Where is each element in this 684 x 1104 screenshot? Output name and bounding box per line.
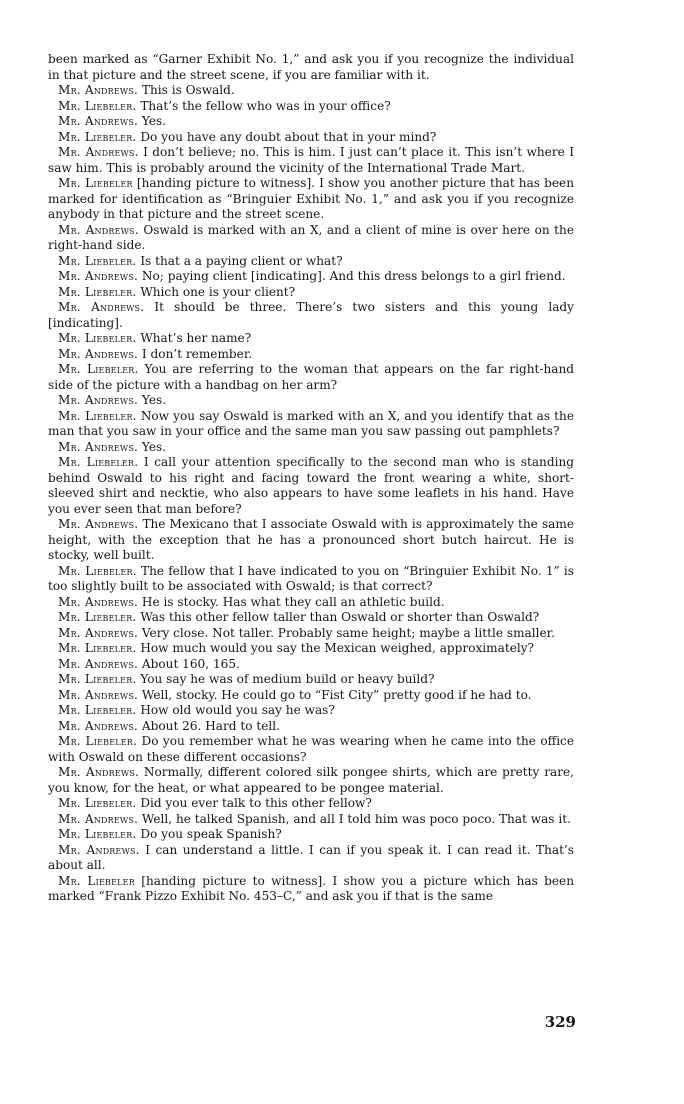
speaker-label: Mr. Andrews. [58,594,139,609]
page-number: 329 [544,1013,576,1031]
transcript-paragraph [48,393,574,409]
paragraph-text: That’s the fellow who was in your office? [140,98,391,113]
speaker-label: Mr. Liebeler. [58,362,139,376]
paragraph-text: He is stocky. Has what they call an athletic build. [141,594,445,609]
paragraph-text: It should be three. There’s two sisters and this young lady [indicating]. [48,300,574,330]
paragraph-text: been marked as “Garner Exhibit No. 1,” and ask you if you recognize the individual in that picture and the street scene, if you are familiar with it. [48,52,574,82]
transcript-paragraph [48,285,574,301]
paragraph-text: The fellow that I have indicated to you on “Bringuier Exhibit No. 1” is too slightly built to be associated with Oswald; is that correct? [48,563,574,593]
transcript-paragraph [48,657,574,673]
transcript-page [48,52,574,905]
paragraph-text: The Mexicano that I associate Oswald with is approximately the same height, with the exception that he has a pronounced short butch haircut. He is stocky, well built. [48,517,574,562]
paragraph-text: I don’t believe; no. This is him. I just can’t place it. This isn’t where I saw him. This is probably around the vicinity of the International Trade Mart. [48,145,574,175]
speaker-label: Mr. Liebeler [58,873,135,888]
speaker-label: Mr. Liebeler. [58,331,137,345]
speaker-label: Mr. Andrews. [58,269,139,283]
paragraph-text: Do you speak Spanish? [140,827,282,841]
transcript-paragraph [48,595,574,611]
paragraph-text: Well, stocky. He could go to “Fist City” pretty good if he had to. [141,687,532,702]
transcript-paragraph [48,641,574,657]
speaker-label: Mr. Liebeler. [58,827,137,841]
transcript-paragraph [48,440,574,456]
transcript-paragraph [48,176,574,223]
paragraph-text: Yes. [141,114,167,128]
transcript-paragraph [48,672,574,688]
speaker-label: Mr. Andrews. [58,517,139,531]
transcript-paragraph [48,703,574,719]
paragraph-text: [handing picture to witness]. I show you a picture which has been marked “Frank Pizzo Exhibit No. 453–C,” and ask you if that is the same [48,873,575,903]
transcript-paragraph [48,610,574,626]
speaker-label: Mr. Andrews. [58,718,139,733]
paragraph-text: This is Oswald. [141,83,235,97]
transcript-paragraph [48,331,574,347]
paragraph-text: Is that a a paying client or what? [140,253,343,268]
speaker-label: Mr. Andrews. [58,842,140,857]
transcript-paragraph [48,99,574,115]
speaker-label: Mr. Andrews. [58,765,140,779]
transcript-paragraph [48,52,574,83]
speaker-label: Mr. Liebeler. [58,641,137,655]
transcript-paragraph [48,827,574,843]
paragraph-text: What’s her name? [140,331,252,345]
speaker-label: Mr. Liebeler. [58,129,137,144]
paragraph-text: No; paying client [indicating]. And this dress belongs to a girl friend. [141,269,566,283]
speaker-label: Mr. Andrews. [58,393,139,407]
speaker-label: Mr. Liebeler. [58,672,137,686]
paragraph-text: Now you say Oswald is marked with an X, and you identify that as the man that you saw in your office and the same man you saw passing out pamphlets? [48,408,574,438]
speaker-label: Mr. Liebeler. [58,734,138,748]
speaker-label: Mr. Andrews. [58,346,139,361]
paragraph-text: Oswald is marked with an X, and a client of mine is over here on the right-hand side. [48,222,574,252]
transcript-paragraph [48,843,574,874]
paragraph-text: Yes. [141,393,167,407]
speaker-label: Mr. Andrews. [58,114,139,128]
paragraph-text: Well, he talked Spanish, and all I told him was poco poco. That was it. [141,811,571,826]
speaker-label: Mr. Andrews. [58,439,139,454]
transcript-paragraph [48,300,574,331]
speaker-label: Mr. Liebeler. [58,610,137,624]
transcript-paragraph [48,347,574,363]
transcript-paragraph [48,455,574,517]
paragraph-text: You are referring to the woman that appears on the far right-hand side of the picture with a handbag on her arm? [48,362,574,392]
speaker-label: Mr. Liebeler. [58,98,137,113]
speaker-label: Mr. Liebeler. [58,563,137,578]
transcript-paragraph [48,130,574,146]
paragraph-text: Yes. [141,439,167,454]
speaker-label: Mr. Andrews. [58,811,139,826]
transcript-paragraph [48,269,574,285]
paragraph-text: I call your attention specifically to the second man who is standing behind Oswald to his right and facing toward the front wearing a white, short-sleeved shirt and necktie, who also appears to have some leaflets in his hand. Have you ever seen that man before? [48,455,574,516]
speaker-label: Mr. Andrews. [58,625,139,640]
paragraph-text: About 160, 165. [141,656,240,671]
transcript-paragraph [48,114,574,130]
transcript-paragraph [48,796,574,812]
transcript-paragraph [48,223,574,254]
speaker-label: Mr. Liebeler [58,176,133,190]
speaker-label: Mr. Andrews. [58,83,139,97]
paragraph-text: Which one is your client? [140,284,296,299]
transcript-paragraph [48,254,574,270]
paragraph-text: Do you remember what he was wearing when he came into the office with Oswald on these different occasions? [48,734,574,764]
transcript-paragraph [48,626,574,642]
speaker-label: Mr. Andrews. [58,656,139,671]
transcript-paragraph [48,362,574,393]
transcript-paragraph [48,517,574,564]
paragraph-text: Do you have any doubt about that in your mind? [140,129,437,144]
paragraph-text: Normally, different colored silk pongee shirts, which are pretty rare, you know, for the heat, or what appeared to be pongee material. [48,765,574,795]
transcript-paragraph [48,765,574,796]
paragraph-text: Very close. Not taller. Probably same height; maybe a little smaller. [141,625,555,640]
speaker-label: Mr. Liebeler. [58,455,139,469]
transcript-paragraph [48,874,574,905]
transcript-paragraph [48,83,574,99]
transcript-paragraph [48,719,574,735]
speaker-label: Mr. Liebeler. [58,408,137,423]
paragraph-text: You say he was of medium build or heavy build? [140,672,435,686]
speaker-label: Mr. Liebeler. [58,703,137,717]
transcript-paragraph [48,409,574,440]
transcript-paragraph [48,734,574,765]
paragraph-text: How much would you say the Mexican weighed, approximately? [140,641,535,655]
speaker-label: Mr. Liebeler. [58,796,137,810]
speaker-label: Mr. Andrews. [58,687,139,702]
transcript-paragraph [48,812,574,828]
speaker-label: Mr. Liebeler. [58,284,137,299]
speaker-label: Mr. Andrews. [58,145,139,159]
transcript-paragraph [48,564,574,595]
transcript-paragraph [48,145,574,176]
paragraph-text: How old would you say he was? [140,703,335,717]
paragraph-text: Was this other fellow taller than Oswald or shorter than Oswald? [140,610,540,624]
paragraph-text: I don’t remember. [141,346,253,361]
paragraph-text: I can understand a little. I can if you speak it. I can read it. That’s about all. [48,842,574,872]
transcript-paragraph [48,688,574,704]
speaker-label: Mr. Andrews. [58,300,145,314]
speaker-label: Mr. Liebeler. [58,253,137,268]
speaker-label: Mr. Andrews. [58,222,139,237]
paragraph-text: About 26. Hard to tell. [141,718,280,733]
paragraph-text: [handing picture to witness]. I show you another picture that has been marked for identification as “Bringuier Exhibit No. 1,” and ask you if you recognize anybody in that picture and the street scene. [48,176,574,221]
paragraph-text: Did you ever talk to this other fellow? [140,796,372,810]
